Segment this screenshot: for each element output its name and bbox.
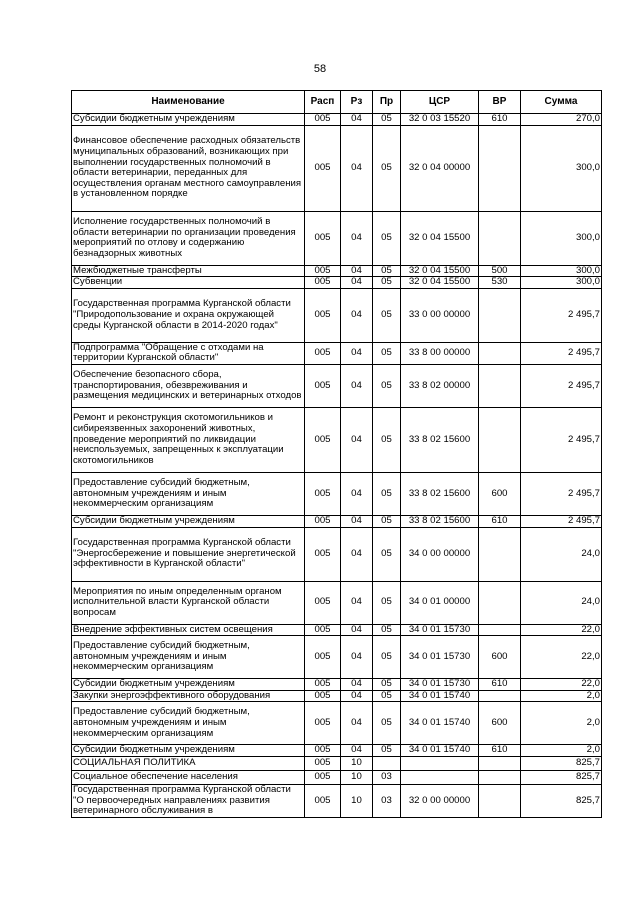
header-sum: Сумма: [521, 91, 602, 114]
cell-vr: [479, 527, 521, 581]
cell-sum: 22,0: [521, 679, 602, 691]
cell-rasp: 005: [305, 679, 341, 691]
cell-pr: 05: [373, 342, 401, 364]
cell-csr: 32 0 03 15520: [401, 114, 479, 126]
cell-csr: [401, 756, 479, 770]
cell-rz: 04: [341, 407, 373, 472]
cell-vr: [479, 288, 521, 342]
cell-pr: 05: [373, 288, 401, 342]
cell-rasp: 005: [305, 515, 341, 527]
cell-sum: 2 495,7: [521, 472, 602, 515]
cell-csr: [401, 770, 479, 784]
table-row: [72, 265, 602, 277]
cell-rz: 04: [341, 472, 373, 515]
cell-rz: 10: [341, 770, 373, 784]
cell-csr: 33 0 00 00000: [401, 288, 479, 342]
cell-sum: 270,0: [521, 114, 602, 126]
cell-name: Финансовое обеспечение расходных обязательств муниципальных образований, возникающих при выполнении государственных полномочий в области ветеринарии, переданных для осуществления органам местного самоуправления в установленном порядке: [72, 125, 305, 211]
cell-sum: 825,7: [521, 784, 602, 817]
cell-vr: [479, 690, 521, 702]
cell-vr: [479, 342, 521, 364]
cell-csr: 33 8 00 00000: [401, 342, 479, 364]
cell-rasp: 005: [305, 277, 341, 289]
cell-pr: 05: [373, 125, 401, 211]
cell-name: СОЦИАЛЬНАЯ ПОЛИТИКА: [72, 756, 305, 770]
cell-sum: 825,7: [521, 756, 602, 770]
table-row: [72, 636, 602, 679]
cell-rz: 04: [341, 636, 373, 679]
cell-name: Обеспечение безопасного сбора, транспортирования, обезвреживания и размещения медицинских и ветеринарных отходов: [72, 364, 305, 407]
cell-name: Государственная программа Курганской области "Природопользование и охрана окружающей среды Курганской области в 2014-2020 годах": [72, 288, 305, 342]
table-row: [72, 690, 602, 702]
cell-vr: [479, 770, 521, 784]
cell-csr: 33 8 02 15600: [401, 515, 479, 527]
cell-sum: 300,0: [521, 125, 602, 211]
cell-pr: 03: [373, 784, 401, 817]
cell-name: Субсидии бюджетным учреждениям: [72, 745, 305, 757]
table-header-row: [72, 91, 602, 114]
cell-pr: 05: [373, 581, 401, 624]
cell-csr: 34 0 01 15740: [401, 690, 479, 702]
cell-rasp: 005: [305, 288, 341, 342]
cell-rz: 04: [341, 288, 373, 342]
table-row: [72, 770, 602, 784]
table-row: [72, 277, 602, 289]
cell-vr: [479, 784, 521, 817]
cell-sum: 300,0: [521, 211, 602, 265]
cell-vr: 610: [479, 114, 521, 126]
cell-sum: 2 495,7: [521, 342, 602, 364]
table-row: [72, 125, 602, 211]
cell-vr: 600: [479, 702, 521, 745]
cell-pr: 03: [373, 770, 401, 784]
cell-rasp: 005: [305, 265, 341, 277]
cell-name: Подпрограмма "Обращение с отходами на территории Курганской области": [72, 342, 305, 364]
cell-vr: [479, 211, 521, 265]
cell-rasp: 005: [305, 125, 341, 211]
cell-rz: 04: [341, 125, 373, 211]
cell-rasp: 005: [305, 114, 341, 126]
cell-pr: [373, 756, 401, 770]
cell-rasp: 005: [305, 690, 341, 702]
cell-rz: 04: [341, 515, 373, 527]
cell-pr: 05: [373, 472, 401, 515]
cell-vr: [479, 125, 521, 211]
cell-name: Государственная программа Курганской области "Энергосбережение и повышение энергетической эффективности в Курганской области": [72, 527, 305, 581]
cell-pr: 05: [373, 364, 401, 407]
table-row: [72, 581, 602, 624]
header-pr: Пр: [373, 91, 401, 114]
cell-name: Исполнение государственных полномочий в области ветеринарии по организации проведения мероприятий по отлову и содержанию безнадзорных животных: [72, 211, 305, 265]
cell-pr: 05: [373, 679, 401, 691]
cell-csr: 32 0 04 00000: [401, 125, 479, 211]
cell-rz: 04: [341, 265, 373, 277]
cell-csr: 32 0 04 15500: [401, 265, 479, 277]
header-rasp: Расп: [305, 91, 341, 114]
cell-sum: 2 495,7: [521, 364, 602, 407]
cell-rz: 10: [341, 756, 373, 770]
cell-pr: 05: [373, 624, 401, 636]
table-row: [72, 756, 602, 770]
cell-vr: [479, 756, 521, 770]
table-row: [72, 624, 602, 636]
cell-sum: 2 495,7: [521, 515, 602, 527]
cell-csr: 34 0 01 15740: [401, 702, 479, 745]
table-row: [72, 515, 602, 527]
cell-vr: 610: [479, 745, 521, 757]
cell-csr: 33 8 02 15600: [401, 472, 479, 515]
header-vr: ВР: [479, 91, 521, 114]
cell-name: Социальное обеспечение населения: [72, 770, 305, 784]
cell-rasp: 005: [305, 745, 341, 757]
cell-name: Внедрение эффективных систем освещения: [72, 624, 305, 636]
table-row: [72, 288, 602, 342]
cell-name: Мероприятия по иным определенным органом исполнительной власти Курганской области вопросам: [72, 581, 305, 624]
cell-rasp: 005: [305, 472, 341, 515]
cell-name: Субсидии бюджетным учреждениям: [72, 114, 305, 126]
cell-rasp: 005: [305, 770, 341, 784]
cell-csr: 32 0 04 15500: [401, 211, 479, 265]
cell-rasp: 005: [305, 784, 341, 817]
cell-rasp: 005: [305, 364, 341, 407]
cell-vr: 610: [479, 515, 521, 527]
cell-csr: 33 8 02 15600: [401, 407, 479, 472]
cell-name: Субсидии бюджетным учреждениям: [72, 515, 305, 527]
table-row: [72, 342, 602, 364]
cell-rz: 04: [341, 277, 373, 289]
cell-csr: 34 0 00 00000: [401, 527, 479, 581]
cell-sum: 2,0: [521, 745, 602, 757]
cell-pr: 05: [373, 690, 401, 702]
cell-csr: 34 0 01 15730: [401, 624, 479, 636]
cell-csr: 34 0 01 15730: [401, 636, 479, 679]
cell-rz: 04: [341, 342, 373, 364]
cell-rasp: 005: [305, 527, 341, 581]
cell-vr: [479, 581, 521, 624]
cell-rasp: 005: [305, 702, 341, 745]
cell-sum: 300,0: [521, 265, 602, 277]
cell-vr: [479, 624, 521, 636]
cell-rz: 04: [341, 690, 373, 702]
cell-pr: 05: [373, 265, 401, 277]
cell-rasp: 005: [305, 624, 341, 636]
cell-vr: [479, 364, 521, 407]
cell-rz: 04: [341, 114, 373, 126]
cell-rz: 04: [341, 624, 373, 636]
cell-rz: 04: [341, 364, 373, 407]
cell-rasp: 005: [305, 756, 341, 770]
cell-rz: 04: [341, 581, 373, 624]
cell-vr: 530: [479, 277, 521, 289]
cell-name: Государственная программа Курганской области "О первоочередных направлениях развития ветеринарного обслуживания в: [72, 784, 305, 817]
header-csr: ЦСР: [401, 91, 479, 114]
cell-vr: 600: [479, 472, 521, 515]
cell-pr: 05: [373, 114, 401, 126]
cell-rasp: 005: [305, 407, 341, 472]
cell-csr: 34 0 01 15730: [401, 679, 479, 691]
cell-pr: 05: [373, 277, 401, 289]
cell-sum: 825,7: [521, 770, 602, 784]
table-row: [72, 679, 602, 691]
cell-sum: 2,0: [521, 702, 602, 745]
page-number: 58: [313, 63, 327, 75]
cell-pr: 05: [373, 636, 401, 679]
cell-sum: 2 495,7: [521, 288, 602, 342]
table-row: [72, 527, 602, 581]
cell-rz: 04: [341, 702, 373, 745]
cell-sum: 24,0: [521, 581, 602, 624]
cell-csr: 32 0 04 15500: [401, 277, 479, 289]
cell-name: Предоставление субсидий бюджетным, автономным учреждениям и иным некоммерческим организациям: [72, 472, 305, 515]
table-row: [72, 784, 602, 817]
cell-rz: 04: [341, 211, 373, 265]
cell-sum: 2,0: [521, 690, 602, 702]
cell-name: Закупки энергоэффективного оборудования: [72, 690, 305, 702]
cell-sum: 2 495,7: [521, 407, 602, 472]
cell-rasp: 005: [305, 636, 341, 679]
cell-sum: 300,0: [521, 277, 602, 289]
cell-rasp: 005: [305, 342, 341, 364]
header-name: Наименование: [72, 91, 305, 114]
cell-vr: 600: [479, 636, 521, 679]
cell-vr: [479, 407, 521, 472]
cell-vr: 610: [479, 679, 521, 691]
cell-rz: 10: [341, 784, 373, 817]
cell-rz: 04: [341, 679, 373, 691]
cell-name: Ремонт и реконструкция скотомогильников и сибиреязвенных захоронений животных, проведение мероприятий по ликвидации неиспользуемых, запрещенных к эксплуатации скотомогильников: [72, 407, 305, 472]
cell-sum: 24,0: [521, 527, 602, 581]
cell-name: Межбюджетные трансферты: [72, 265, 305, 277]
cell-rz: 04: [341, 745, 373, 757]
cell-rasp: 005: [305, 211, 341, 265]
table-row: [72, 364, 602, 407]
table-row: [72, 407, 602, 472]
cell-vr: 500: [479, 265, 521, 277]
table-row: [72, 472, 602, 515]
table-row: [72, 745, 602, 757]
table-row: [72, 114, 602, 126]
cell-name: Субсидии бюджетным учреждениям: [72, 679, 305, 691]
table-row: [72, 702, 602, 745]
cell-pr: 05: [373, 211, 401, 265]
budget-table: [71, 90, 602, 818]
cell-csr: 33 8 02 00000: [401, 364, 479, 407]
cell-pr: 05: [373, 702, 401, 745]
cell-csr: 34 0 01 15740: [401, 745, 479, 757]
cell-csr: 34 0 01 00000: [401, 581, 479, 624]
cell-pr: 05: [373, 527, 401, 581]
header-rz: Рз: [341, 91, 373, 114]
cell-pr: 05: [373, 745, 401, 757]
cell-pr: 05: [373, 515, 401, 527]
cell-name: Предоставление субсидий бюджетным, автономным учреждениям и иным некоммерческим организациям: [72, 702, 305, 745]
cell-sum: 22,0: [521, 636, 602, 679]
cell-rz: 04: [341, 527, 373, 581]
cell-sum: 22,0: [521, 624, 602, 636]
cell-rasp: 005: [305, 581, 341, 624]
cell-csr: 32 0 00 00000: [401, 784, 479, 817]
table-row: [72, 211, 602, 265]
cell-name: Субвенции: [72, 277, 305, 289]
cell-name: Предоставление субсидий бюджетным, автономным учреждениям и иным некоммерческим организациям: [72, 636, 305, 679]
cell-pr: 05: [373, 407, 401, 472]
